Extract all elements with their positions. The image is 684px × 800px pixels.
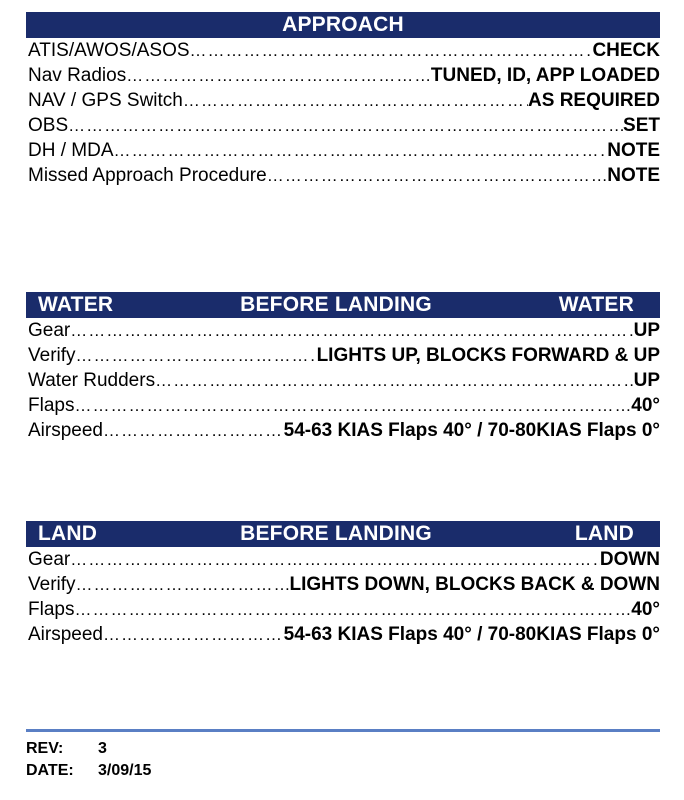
leader-dots: [190, 38, 593, 63]
item-label: Gear: [28, 549, 71, 570]
item-label: Missed Approach Procedure: [28, 165, 267, 186]
leader-dots: [74, 597, 631, 622]
item-value: TUNED, ID, APP LOADED: [430, 65, 660, 86]
checklist-item: [28, 393, 660, 418]
item-label: NAV / GPS Switch: [28, 90, 183, 111]
checklist-item: [28, 163, 660, 188]
checklist-item: [28, 38, 660, 63]
leader-dots: [68, 113, 623, 138]
checklist-item: [28, 418, 660, 443]
leader-dots: [70, 318, 633, 343]
land-header-left: LAND: [38, 522, 98, 545]
item-value: 54-63 KIAS Flaps 40° / 70-80KIAS Flaps 0°: [283, 624, 660, 645]
item-label: ATIS/AWOS/ASOS: [28, 40, 190, 61]
checklist-item: [28, 318, 660, 343]
approach-header: [26, 12, 660, 38]
footer-divider: [26, 729, 660, 732]
item-value: UP: [633, 370, 660, 391]
checklist-item: [28, 138, 660, 163]
item-value: LIGHTS UP, BLOCKS FORWARD & UP: [316, 345, 660, 366]
item-label: Flaps: [28, 395, 75, 416]
land-header: [26, 521, 660, 547]
item-value: NOTE: [607, 165, 660, 186]
checklist-item: [28, 63, 660, 88]
item-label: Water Rudders: [28, 370, 156, 391]
leader-dots: [114, 138, 608, 163]
checklist-item: [28, 113, 660, 138]
item-label: Airspeed: [28, 420, 103, 441]
water-header-title: BEFORE LANDING: [240, 293, 432, 316]
land-before-landing-section: [26, 521, 660, 647]
item-value: CHECK: [592, 40, 660, 61]
item-label: Verify: [28, 345, 76, 366]
checklist-item: [28, 547, 660, 572]
rev-value: 3: [98, 740, 107, 757]
checklist-item: [28, 622, 660, 647]
item-value: UP: [633, 320, 660, 341]
item-label: OBS: [28, 115, 69, 136]
leader-dots: [76, 343, 317, 368]
leader-dots: [70, 547, 600, 572]
item-value: 40°: [631, 599, 660, 620]
item-label: Nav Radios: [28, 65, 127, 86]
water-header-right: WATER: [558, 293, 634, 316]
item-value: NOTE: [607, 140, 660, 161]
item-label: Verify: [28, 574, 76, 595]
approach-section: [26, 12, 660, 188]
revision-footer: [26, 738, 151, 782]
item-value: LIGHTS DOWN, BLOCKS BACK & DOWN: [289, 574, 660, 595]
rev-label: REV:: [26, 740, 64, 757]
checklist-item: [28, 88, 660, 113]
checklist-item: [28, 597, 660, 622]
checklist-item: [28, 572, 660, 597]
date-value: 3/09/15: [98, 762, 152, 779]
item-value: DOWN: [599, 549, 660, 570]
item-value: 40°: [631, 395, 660, 416]
checklist-item: [28, 368, 660, 393]
checklist-item: [28, 343, 660, 368]
water-header-left: WATER: [38, 293, 114, 316]
leader-dots: [126, 63, 431, 88]
water-header: [26, 292, 660, 318]
leader-dots: [155, 368, 634, 393]
leader-dots: [267, 163, 608, 188]
approach-title: APPROACH: [282, 13, 404, 36]
item-label: Gear: [28, 320, 71, 341]
item-value: 54-63 KIAS Flaps 40° / 70-80KIAS Flaps 0°: [283, 420, 660, 441]
water-before-landing-section: [26, 292, 660, 443]
date-label: DATE:: [26, 762, 74, 779]
land-header-title: BEFORE LANDING: [240, 522, 432, 545]
item-label: Airspeed: [28, 624, 103, 645]
land-header-right: LAND: [574, 522, 634, 545]
item-label: Flaps: [28, 599, 75, 620]
item-value: SET: [623, 115, 660, 136]
leader-dots: [74, 393, 631, 418]
item-value: AS REQUIRED: [528, 90, 660, 111]
leader-dots: [103, 622, 284, 647]
leader-dots: [103, 418, 284, 443]
item-label: DH / MDA: [28, 140, 114, 161]
leader-dots: [183, 88, 528, 113]
leader-dots: [76, 572, 290, 597]
